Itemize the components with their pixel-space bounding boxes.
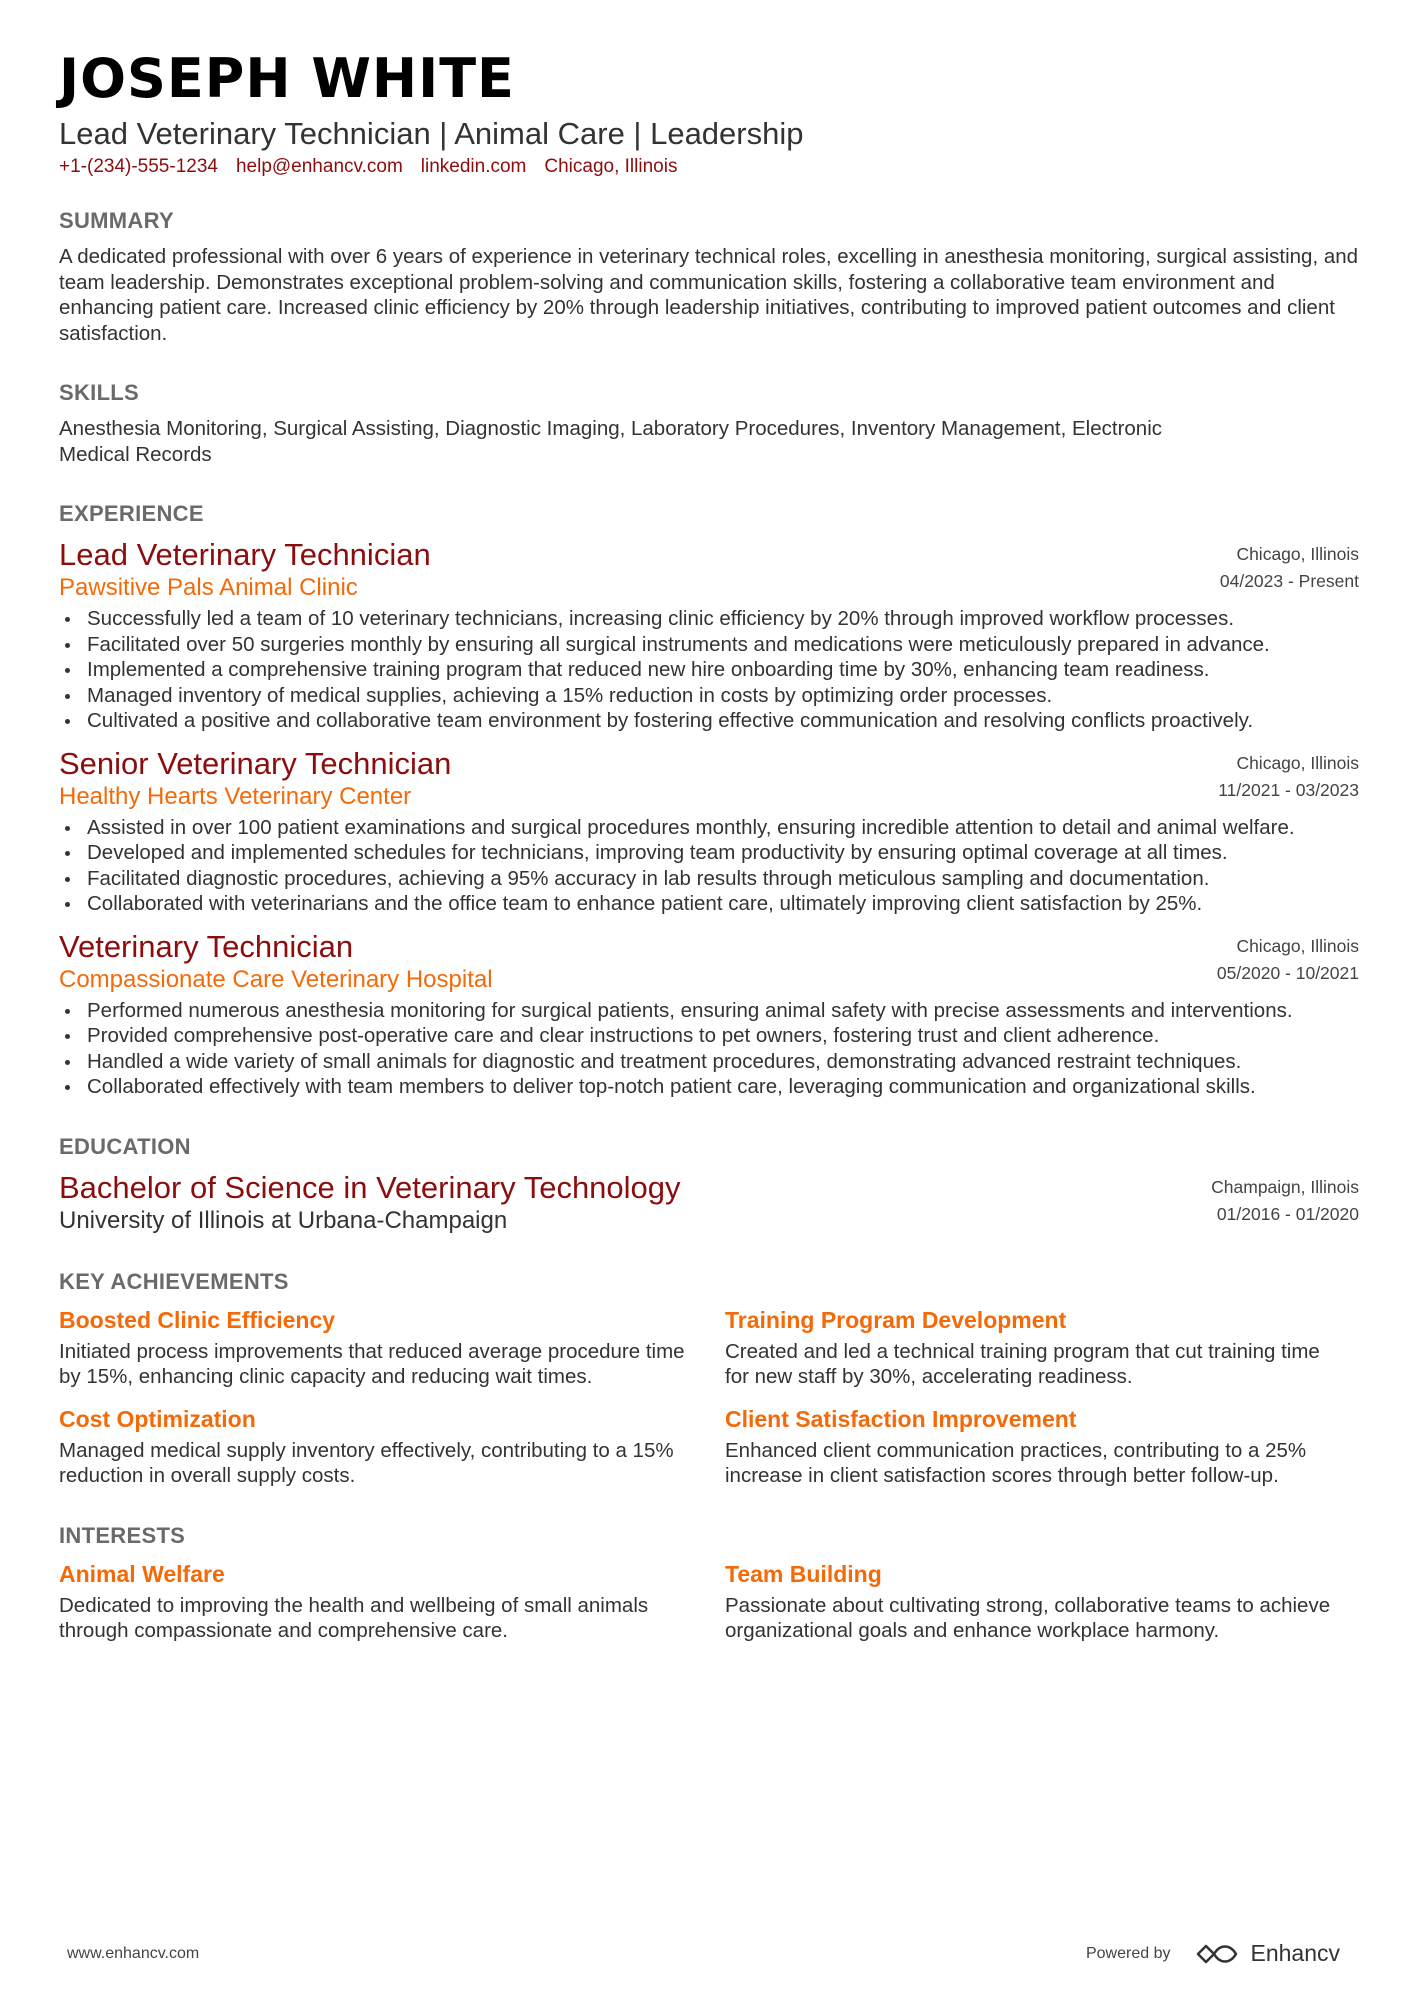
job-location: Chicago, Illinois [1236, 544, 1359, 564]
brand-name: Enhancv [1250, 1940, 1340, 1966]
job-dates: 05/2020 - 10/2021 [1216, 962, 1359, 983]
summary-heading: SUMMARY [59, 208, 174, 233]
job-entry [59, 746, 1359, 917]
interest-item [59, 1559, 725, 1644]
job-location: Chicago, Illinois [1236, 935, 1359, 956]
interests-grid [59, 1559, 1359, 1644]
email-link[interactable]: help@enhancv.com [235, 156, 403, 177]
summary-text: A dedicated professional with over 6 years of experience in veterinary technical roles, excelling in anesthesia monitoring, surgical assisting, and team leadership. Demonstrates exceptional problem-solving and communication skills, fostering a collaborative team environment and enhancing patient care. Increased clinic efficiency by 20% through leadership initiatives, contributing to improved patient outcomes and client satisfaction. [59, 245, 1359, 345]
company-name: Compassionate Care Veterinary Hospital [59, 965, 493, 993]
education-entry [59, 1170, 1359, 1235]
location-text: Chicago, Illinois [544, 156, 678, 177]
website-link[interactable]: www.enhancv.com [67, 1944, 200, 1962]
job-bullets [59, 606, 1359, 734]
skills-heading: SKILLS [59, 380, 140, 405]
bullet-item: Facilitated over 50 surgeries monthly by ensuring all surgical instruments and medications were meticulously prepared in advance. [59, 632, 1359, 658]
school-name: University of Illinois at Urbana-Champaign [59, 1206, 508, 1234]
job-meta [1217, 933, 1359, 987]
bullet-item: Successfully led a team of 10 veterinary technicians, increasing clinic efficiency by 20% through improved workflow processes. [59, 606, 1359, 632]
achievement-item [725, 1404, 1359, 1489]
footer [67, 1940, 1340, 1967]
job-entry [59, 537, 1359, 734]
bullet-item: Collaborated effectively with team members to deliver top-notch patient care, leveraging communication and organizational skills. [59, 1074, 1359, 1100]
achievement-item [725, 1305, 1359, 1390]
bullet-item: Handled a wide variety of small animals for diagnostic and treatment procedures, demonstrating advanced restraint techniques. [59, 1049, 1359, 1075]
job-meta [1218, 750, 1359, 804]
bullet-item: Performed numerous anesthesia monitoring for surgical patients, ensuring animal safety with precise assessments and interventions. [59, 998, 1359, 1024]
bullet-item: Cultivated a positive and collaborative team environment by fostering effective communication and resolving conflicts proactively. [59, 708, 1359, 734]
education-heading: EDUCATION [59, 1133, 191, 1159]
experience-heading: EXPERIENCE [59, 501, 204, 526]
achievement-title: Boosted Clinic Efficiency [59, 1306, 336, 1333]
job-bullets [59, 815, 1359, 917]
achievements-grid [59, 1305, 1359, 1489]
achievement-item [59, 1305, 725, 1390]
job-dates: 11/2021 - 03/2023 [1218, 779, 1359, 800]
resume-page [59, 48, 1359, 1644]
interest-item [725, 1559, 1359, 1644]
job-meta [1220, 541, 1359, 595]
headline: Lead Veterinary Technician | Animal Care | Leadership [59, 116, 804, 151]
interest-title: Animal Welfare [59, 1560, 225, 1587]
achievement-title: Training Program Development [725, 1306, 1067, 1333]
candidate-name: JOSEPH WHITE [59, 47, 515, 110]
achievement-title: Cost Optimization [59, 1405, 256, 1432]
job-location: Chicago, Illinois [1236, 752, 1359, 773]
interest-title: Team Building [725, 1560, 882, 1587]
enhancv-logo-icon [1194, 1942, 1240, 1966]
bullet-item: Developed and implemented schedules for technicians, improving team productivity by ensuring optimal coverage at all times. [59, 840, 1359, 866]
bullet-item: Implemented a comprehensive training program that reduced new hire onboarding time by 30%, enhancing team readiness. [59, 657, 1359, 683]
job-title: Lead Veterinary Technician [59, 537, 431, 572]
achievement-text: Enhanced client communication practices, contributing to a 25% increase in client satisfaction scores through better follow-up. [725, 1438, 1307, 1487]
job-dates: 04/2023 - Present [1219, 571, 1359, 591]
powered-by-label: Powered by [1085, 1944, 1171, 1962]
job-entry [59, 929, 1359, 1100]
education-meta [1211, 1174, 1359, 1228]
bullet-item: Collaborated with veterinarians and the office team to enhance patient care, ultimately improving client satisfaction by 25%. [59, 891, 1359, 917]
achievement-text: Initiated process improvements that reduced average procedure time by 15%, enhancing clinic capacity and reducing wait times. [59, 1339, 685, 1388]
interests-heading: INTERESTS [59, 1522, 186, 1548]
linkedin-link[interactable]: linkedin.com [420, 156, 527, 177]
job-title: Senior Veterinary Technician [59, 745, 452, 781]
bullet-item: Facilitated diagnostic procedures, achieving a 95% accuracy in lab results through meticulous sampling and documentation. [59, 866, 1359, 892]
job-title: Veterinary Technician [59, 928, 354, 964]
bullet-item: Provided comprehensive post-operative care and clear instructions to pet owners, fostering trust and client adherence. [59, 1023, 1359, 1049]
contact-row [59, 156, 1359, 178]
phone-link[interactable]: +1-(234)-555-1234 [59, 156, 218, 177]
company-name: Healthy Hearts Veterinary Center [59, 782, 412, 810]
education-location: Champaign, Illinois [1211, 1176, 1359, 1197]
bullet-item: Managed inventory of medical supplies, achieving a 15% reduction in costs by optimizing order processes. [59, 683, 1359, 709]
interest-text: Dedicated to improving the health and wellbeing of small animals through compassionate and comprehensive care. [59, 1593, 649, 1642]
bullet-item: Assisted in over 100 patient examinations and surgical procedures monthly, ensuring incredible attention to detail and animal welfare. [59, 815, 1359, 841]
brand-link[interactable] [1194, 1940, 1340, 1967]
achievements-heading: KEY ACHIEVEMENTS [59, 1268, 289, 1294]
skills-text: Anesthesia Monitoring, Surgical Assisting, Diagnostic Imaging, Laboratory Procedures, Inventory Management, Electronic Medical Records [59, 417, 1163, 466]
job-bullets [59, 998, 1359, 1100]
company-name: Pawsitive Pals Animal Clinic [59, 574, 358, 601]
achievement-text: Created and led a technical training program that cut training time for new staff by 30%, accelerating readiness. [725, 1339, 1320, 1388]
achievement-item [59, 1404, 725, 1489]
education-dates: 01/2016 - 01/2020 [1216, 1203, 1359, 1224]
powered-by-block [1086, 1940, 1340, 1967]
achievement-text: Managed medical supply inventory effectively, contributing to a 15% reduction in overall supply costs. [59, 1438, 674, 1487]
interest-text: Passionate about cultivating strong, collaborative teams to achieve organizational goals and enhance workplace harmony. [725, 1593, 1331, 1642]
achievement-title: Client Satisfaction Improvement [725, 1405, 1077, 1432]
degree-title: Bachelor of Science in Veterinary Technology [59, 1169, 681, 1205]
